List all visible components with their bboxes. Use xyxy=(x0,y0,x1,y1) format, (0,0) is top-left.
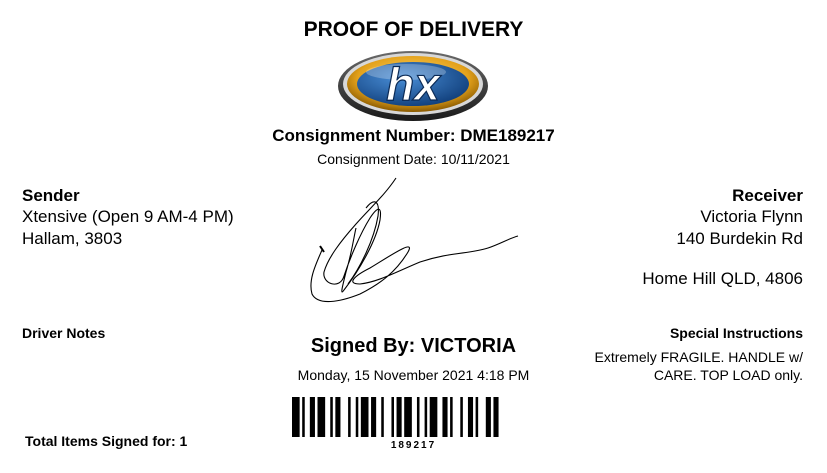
receiver-name: Victoria Flynn xyxy=(700,207,803,226)
barcode-bar xyxy=(476,397,479,437)
consignment-date: Consignment Date: 10/11/2021 xyxy=(317,151,510,167)
barcode-bar xyxy=(330,397,333,437)
signature-scribble xyxy=(300,172,532,310)
signed-by: Signed By: VICTORIA xyxy=(310,335,517,357)
signature-image xyxy=(300,172,532,310)
sender-address: Hallam, 3803 xyxy=(22,229,123,248)
logo-text: hx xyxy=(386,58,440,110)
barcode-bar xyxy=(442,397,447,437)
barcode-bar xyxy=(361,397,369,437)
barcode-bar xyxy=(404,397,412,437)
barcode-bar xyxy=(292,397,300,437)
barcode-bar xyxy=(318,397,326,437)
barcode-bar xyxy=(391,397,394,437)
total-items-signed: Total Items Signed for: 1 xyxy=(25,433,188,449)
hx-logo-graphic xyxy=(336,46,490,124)
barcode-bar xyxy=(397,397,402,437)
barcode-bar xyxy=(486,397,491,437)
barcode-bar xyxy=(493,397,498,437)
barcode-bar xyxy=(460,397,463,437)
receiver-locality: Home Hill QLD, 4806 xyxy=(642,269,803,288)
driver-notes-heading: Driver Notes xyxy=(22,325,106,341)
barcode xyxy=(292,397,534,437)
barcode-bar xyxy=(468,397,473,437)
receiver-block xyxy=(503,186,803,290)
barcode-bar xyxy=(417,397,420,437)
special-instructions-heading: Special Instructions xyxy=(669,325,803,341)
barcode-bar xyxy=(450,397,453,437)
sender-name: Xtensive (Open 9 AM-4 PM) xyxy=(22,207,234,226)
hx-logo xyxy=(336,46,490,124)
barcode-bar xyxy=(356,397,359,437)
barcode-bar xyxy=(335,397,340,437)
receiver-street: 140 Burdekin Rd xyxy=(676,229,803,248)
barcode-bar xyxy=(371,397,376,437)
barcode-bar xyxy=(302,397,305,437)
barcode-bar xyxy=(310,397,315,437)
receiver-heading: Receiver xyxy=(732,186,803,205)
special-instructions-text: Extremely FRAGILE. HANDLE w/ CARE. TOP LOAD only. xyxy=(594,349,803,383)
barcode-bar xyxy=(430,397,438,437)
sender-heading: Sender xyxy=(22,186,80,205)
barcode-bar xyxy=(425,397,428,437)
barcode-bar xyxy=(381,397,384,437)
sender-block xyxy=(22,186,322,250)
consignment-number: Consignment Number: DME189217 xyxy=(272,126,555,145)
barcode-bars xyxy=(292,397,534,437)
barcode-bar xyxy=(348,397,351,437)
document-title: PROOF OF DELIVERY xyxy=(303,18,524,41)
signed-datetime: Monday, 15 November 2021 4:18 PM xyxy=(297,367,530,383)
barcode-value: 189217 xyxy=(390,440,437,451)
